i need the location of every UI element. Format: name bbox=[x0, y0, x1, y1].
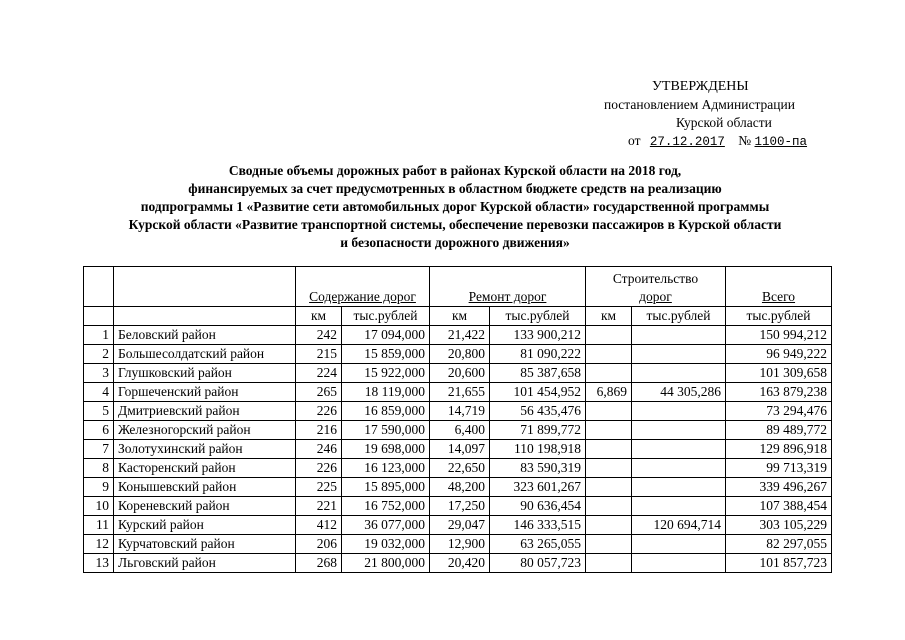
approval-resolution-line: постановлением Администрации bbox=[604, 97, 795, 112]
title-line-2: финансируемых за счет предусмотренных в областном бюджете средств на реализацию bbox=[188, 181, 722, 196]
row-number: 7 bbox=[84, 440, 114, 459]
document-title bbox=[60, 162, 850, 252]
construction-km bbox=[586, 497, 632, 516]
table-row bbox=[84, 402, 832, 421]
total-sum: 89 489,772 bbox=[726, 421, 832, 440]
maintenance-sum: 16 123,000 bbox=[342, 459, 430, 478]
construction-sum bbox=[632, 326, 726, 345]
row-number: 8 bbox=[84, 459, 114, 478]
road-works-table bbox=[83, 266, 832, 573]
row-number: 6 bbox=[84, 421, 114, 440]
construction-sum bbox=[632, 497, 726, 516]
construction-km bbox=[586, 535, 632, 554]
repair-km: 29,047 bbox=[430, 516, 490, 535]
construction-km bbox=[586, 516, 632, 535]
maintenance-sum: 15 922,000 bbox=[342, 364, 430, 383]
repair-km: 21,655 bbox=[430, 383, 490, 402]
header-total-sum: тыс.рублей bbox=[726, 307, 832, 326]
maintenance-km: 246 bbox=[296, 440, 342, 459]
table-header-row-1 bbox=[84, 267, 832, 307]
repair-km: 20,600 bbox=[430, 364, 490, 383]
row-number: 2 bbox=[84, 345, 114, 364]
repair-km: 6,400 bbox=[430, 421, 490, 440]
district-name: Железногорский район bbox=[114, 421, 296, 440]
header-empty-district bbox=[114, 267, 296, 307]
maintenance-km: 226 bbox=[296, 402, 342, 421]
district-name: Золотухинский район bbox=[114, 440, 296, 459]
approval-heading: УТВЕРЖДЕНЫ bbox=[652, 79, 749, 94]
number-label: № bbox=[738, 133, 752, 148]
district-name: Горшеченский район bbox=[114, 383, 296, 402]
approval-region-line: Курской области bbox=[676, 115, 772, 130]
header-construction-line-2: дорог bbox=[639, 289, 672, 304]
construction-sum: 120 694,714 bbox=[632, 516, 726, 535]
construction-sum bbox=[632, 440, 726, 459]
construction-sum bbox=[632, 402, 726, 421]
row-number: 12 bbox=[84, 535, 114, 554]
construction-km bbox=[586, 459, 632, 478]
construction-km bbox=[586, 402, 632, 421]
maintenance-sum: 36 077,000 bbox=[342, 516, 430, 535]
table-row bbox=[84, 364, 832, 383]
row-number: 9 bbox=[84, 478, 114, 497]
maintenance-km: 221 bbox=[296, 497, 342, 516]
maintenance-sum: 17 590,000 bbox=[342, 421, 430, 440]
total-sum: 303 105,229 bbox=[726, 516, 832, 535]
construction-sum bbox=[632, 421, 726, 440]
maintenance-km: 226 bbox=[296, 459, 342, 478]
construction-km bbox=[586, 478, 632, 497]
repair-sum: 85 387,658 bbox=[490, 364, 586, 383]
repair-sum: 81 090,222 bbox=[490, 345, 586, 364]
district-name: Конышевский район bbox=[114, 478, 296, 497]
row-number: 13 bbox=[84, 554, 114, 573]
approval-date: 27.12.2017 bbox=[649, 135, 725, 149]
header-construction-line-1: Строительство bbox=[612, 271, 699, 286]
repair-km: 22,650 bbox=[430, 459, 490, 478]
total-sum: 150 994,212 bbox=[726, 326, 832, 345]
title-line-3: подпрограммы 1 «Развитие сети автомобильных дорог Курской области» государственной программы bbox=[140, 199, 770, 214]
repair-km: 21,422 bbox=[430, 326, 490, 345]
table-row bbox=[84, 421, 832, 440]
maintenance-sum: 19 032,000 bbox=[342, 535, 430, 554]
header-construction-km: км bbox=[586, 307, 632, 326]
row-number: 1 bbox=[84, 326, 114, 345]
approval-number: 1100-па bbox=[754, 135, 808, 149]
maintenance-sum: 15 895,000 bbox=[342, 478, 430, 497]
header-construction-sum: тыс.рублей bbox=[632, 307, 726, 326]
maintenance-km: 224 bbox=[296, 364, 342, 383]
construction-km: 6,869 bbox=[586, 383, 632, 402]
maintenance-sum: 16 859,000 bbox=[342, 402, 430, 421]
approval-block bbox=[600, 78, 830, 151]
maintenance-sum: 21 800,000 bbox=[342, 554, 430, 573]
maintenance-km: 412 bbox=[296, 516, 342, 535]
construction-sum bbox=[632, 459, 726, 478]
title-line-4: Курской области «Развитие транспортной системы, обеспечение перевозки пассажиров в Курской области bbox=[128, 217, 782, 232]
header-empty-num bbox=[84, 267, 114, 307]
header-empty-num-2 bbox=[84, 307, 114, 326]
repair-km: 17,250 bbox=[430, 497, 490, 516]
row-number: 10 bbox=[84, 497, 114, 516]
row-number: 4 bbox=[84, 383, 114, 402]
district-name: Касторенский район bbox=[114, 459, 296, 478]
table-row bbox=[84, 345, 832, 364]
district-name: Кореневский район bbox=[114, 497, 296, 516]
header-maintenance: Содержание дорог bbox=[296, 267, 430, 307]
table-row bbox=[84, 459, 832, 478]
construction-sum bbox=[632, 345, 726, 364]
repair-sum: 146 333,515 bbox=[490, 516, 586, 535]
repair-sum: 71 899,772 bbox=[490, 421, 586, 440]
title-line-5: и безопасности дорожного движения» bbox=[340, 235, 570, 250]
construction-sum bbox=[632, 364, 726, 383]
repair-sum: 323 601,267 bbox=[490, 478, 586, 497]
construction-sum bbox=[632, 478, 726, 497]
row-number: 3 bbox=[84, 364, 114, 383]
construction-sum bbox=[632, 554, 726, 573]
construction-km bbox=[586, 364, 632, 383]
header-repair-km: км bbox=[430, 307, 490, 326]
repair-sum: 101 454,952 bbox=[490, 383, 586, 402]
header-maintenance-km: км bbox=[296, 307, 342, 326]
construction-km bbox=[586, 326, 632, 345]
total-sum: 163 879,238 bbox=[726, 383, 832, 402]
table-row bbox=[84, 326, 832, 345]
from-label: от bbox=[628, 133, 641, 148]
total-sum: 73 294,476 bbox=[726, 402, 832, 421]
maintenance-km: 268 bbox=[296, 554, 342, 573]
title-line-1: Сводные объемы дорожных работ в районах Курской области на 2018 год, bbox=[228, 163, 682, 178]
approval-date-line bbox=[600, 132, 830, 151]
table-row bbox=[84, 383, 832, 402]
total-sum: 107 388,454 bbox=[726, 497, 832, 516]
construction-sum bbox=[632, 535, 726, 554]
header-total: Всего bbox=[726, 267, 832, 307]
total-sum: 101 857,723 bbox=[726, 554, 832, 573]
district-name: Беловский район bbox=[114, 326, 296, 345]
repair-sum: 133 900,212 bbox=[490, 326, 586, 345]
maintenance-km: 242 bbox=[296, 326, 342, 345]
repair-sum: 63 265,055 bbox=[490, 535, 586, 554]
repair-sum: 110 198,918 bbox=[490, 440, 586, 459]
total-sum: 101 309,658 bbox=[726, 364, 832, 383]
district-name: Курчатовский район bbox=[114, 535, 296, 554]
table-row bbox=[84, 554, 832, 573]
total-sum: 339 496,267 bbox=[726, 478, 832, 497]
table-body bbox=[84, 326, 832, 573]
construction-km bbox=[586, 421, 632, 440]
district-name: Льговский район bbox=[114, 554, 296, 573]
repair-sum: 90 636,454 bbox=[490, 497, 586, 516]
repair-sum: 56 435,476 bbox=[490, 402, 586, 421]
district-name: Курский район bbox=[114, 516, 296, 535]
table-row bbox=[84, 535, 832, 554]
total-sum: 96 949,222 bbox=[726, 345, 832, 364]
district-name: Дмитриевский район bbox=[114, 402, 296, 421]
maintenance-km: 216 bbox=[296, 421, 342, 440]
maintenance-sum: 17 094,000 bbox=[342, 326, 430, 345]
total-sum: 99 713,319 bbox=[726, 459, 832, 478]
header-maintenance-sum: тыс.рублей bbox=[342, 307, 430, 326]
construction-sum: 44 305,286 bbox=[632, 383, 726, 402]
table-row bbox=[84, 497, 832, 516]
row-number: 5 bbox=[84, 402, 114, 421]
repair-sum: 80 057,723 bbox=[490, 554, 586, 573]
header-repair-sum: тыс.рублей bbox=[490, 307, 586, 326]
header-construction bbox=[586, 267, 726, 307]
maintenance-km: 206 bbox=[296, 535, 342, 554]
repair-km: 14,097 bbox=[430, 440, 490, 459]
maintenance-km: 225 bbox=[296, 478, 342, 497]
header-repair: Ремонт дорог bbox=[430, 267, 586, 307]
table-row bbox=[84, 478, 832, 497]
table-row bbox=[84, 440, 832, 459]
table-header-row-2 bbox=[84, 307, 832, 326]
repair-km: 14,719 bbox=[430, 402, 490, 421]
repair-km: 20,420 bbox=[430, 554, 490, 573]
construction-km bbox=[586, 345, 632, 364]
repair-km: 12,900 bbox=[430, 535, 490, 554]
total-sum: 129 896,918 bbox=[726, 440, 832, 459]
repair-km: 48,200 bbox=[430, 478, 490, 497]
maintenance-km: 265 bbox=[296, 383, 342, 402]
maintenance-km: 215 bbox=[296, 345, 342, 364]
construction-km bbox=[586, 554, 632, 573]
district-name: Большесолдатский район bbox=[114, 345, 296, 364]
repair-km: 20,800 bbox=[430, 345, 490, 364]
maintenance-sum: 16 752,000 bbox=[342, 497, 430, 516]
row-number: 11 bbox=[84, 516, 114, 535]
maintenance-sum: 18 119,000 bbox=[342, 383, 430, 402]
repair-sum: 83 590,319 bbox=[490, 459, 586, 478]
header-empty-district-2 bbox=[114, 307, 296, 326]
district-name: Глушковский район bbox=[114, 364, 296, 383]
construction-km bbox=[586, 440, 632, 459]
maintenance-sum: 19 698,000 bbox=[342, 440, 430, 459]
maintenance-sum: 15 859,000 bbox=[342, 345, 430, 364]
table-row bbox=[84, 516, 832, 535]
total-sum: 82 297,055 bbox=[726, 535, 832, 554]
